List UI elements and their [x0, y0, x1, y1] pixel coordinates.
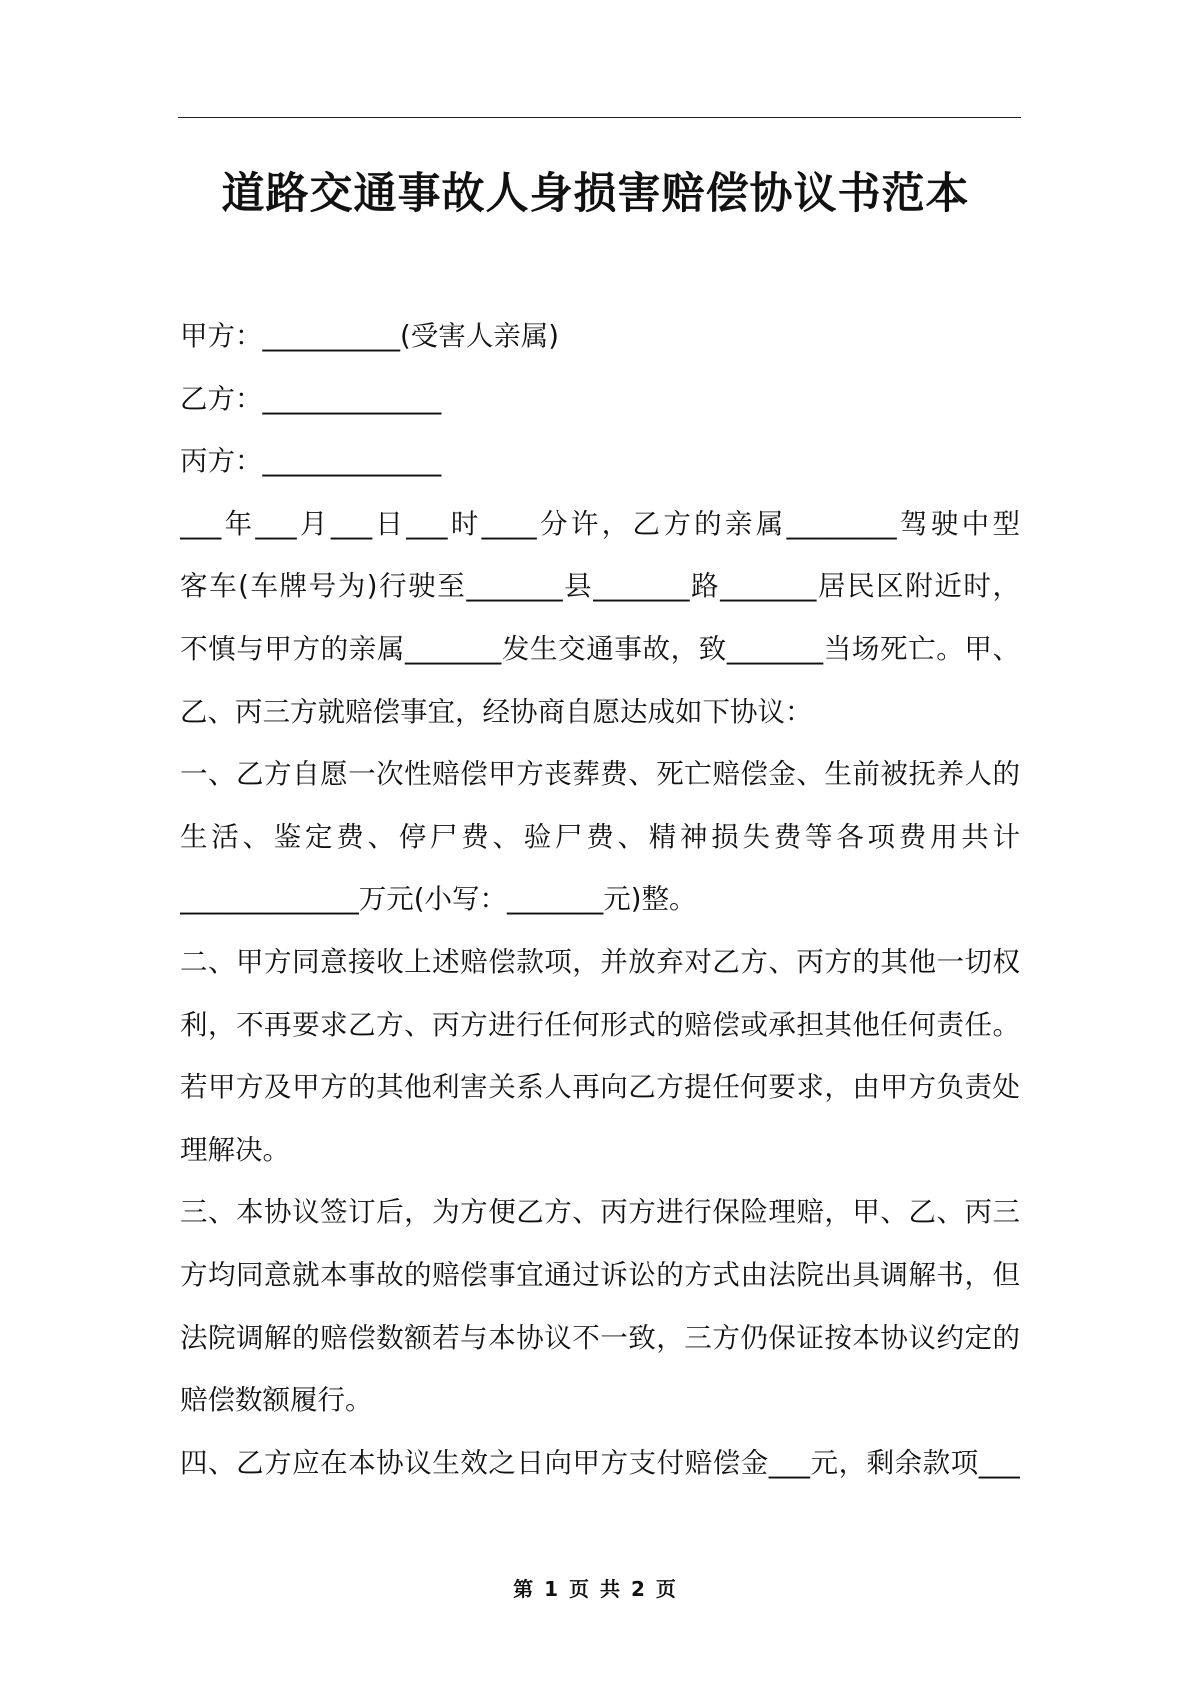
document-title: 道路交通事故人身损害赔偿协议书范本: [221, 169, 970, 219]
page-number-footer: 第 1 页 共 2 页: [513, 1577, 678, 1601]
clause-1-line: 生活、鉴定费、停尸费、验尸费、精神损失费等各项费用共计: [180, 820, 1020, 853]
clause-3-line: 赔偿数额履行。: [180, 1384, 373, 1417]
party-c-line: 丙方：_____________: [180, 445, 442, 478]
paragraph-line: 乙、丙三方就赔偿事宜，经协商自愿达成如下协议：: [180, 695, 813, 728]
clause-2-line: 若甲方及甲方的其他利害关系人再向乙方提任何要求，由甲方负责处: [180, 1071, 1020, 1104]
clause-3-line: 三、本协议签订后，为方便乙方、丙方进行保险理赔，甲、乙、丙三: [180, 1196, 1020, 1229]
clause-2-line: 理解决。: [180, 1133, 290, 1166]
header-rule: [178, 117, 1021, 118]
paragraph-line: ___年___月___日___时____分许，乙方的亲属________驾驶中型: [180, 507, 1020, 540]
clause-3-line: 法院调解的赔偿数额若与本协议不一致，三方仍保证按本协议约定的: [180, 1321, 1020, 1354]
party-a-line: 甲方：__________(受害人亲属): [180, 320, 559, 352]
clause-1-line: 一、乙方自愿一次性赔偿甲方丧葬费、死亡赔偿金、生前被抚养人的: [180, 758, 1020, 791]
clause-1-line: _____________万元(小写：_______元)整。: [180, 883, 697, 916]
party-b-line: 乙方：_____________: [180, 382, 442, 415]
clause-4-line: 四、乙方应在本协议生效之日向甲方支付赔偿金___元，剩余款项___: [180, 1446, 1020, 1479]
clause-3-line: 方均同意就本事故的赔偿事宜通过诉讼的方式由法院出具调解书，但: [180, 1258, 1020, 1291]
clause-2-line: 二、甲方同意接收上述赔偿款项，并放弃对乙方、丙方的其他一切权: [180, 945, 1020, 978]
clause-2-line: 利，不再要求乙方、丙方进行任何形式的赔偿或承担其他任何责任。: [180, 1008, 1020, 1041]
paragraph-line: 客车(车牌号为)行驶至_______县_______路_______居民区附近时，: [180, 570, 1020, 603]
document-body: [180, 305, 1020, 1494]
paragraph-line: 不慎与甲方的亲属_______发生交通事故，致_______当场死亡。甲、: [180, 632, 1020, 665]
